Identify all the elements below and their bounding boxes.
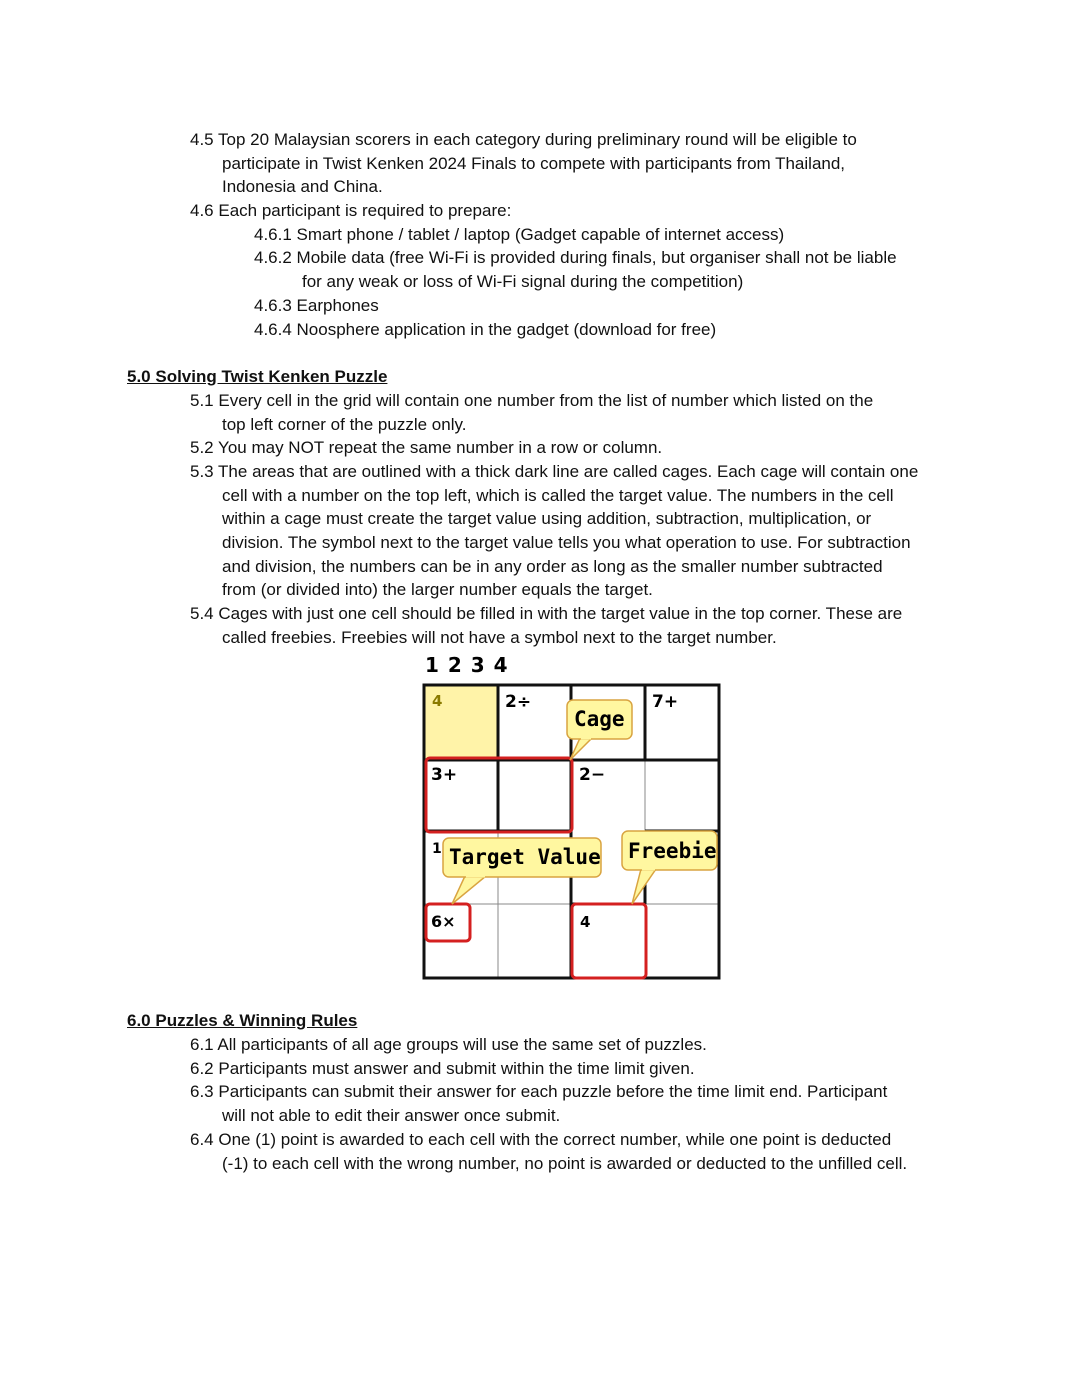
rule-5-3-line-3: within a cage must create the target value using addition, subtraction, multiplication, or: [222, 509, 872, 528]
clue-3-plus: 3+: [431, 765, 458, 785]
freebie-callout: [622, 831, 717, 904]
section-6-heading: 6.0 Puzzles & Winning Rules: [127, 1011, 358, 1030]
rule-4-5-line-1: 4.5 Top 20 Malaysian scorers in each category during preliminary round will be eligible to: [190, 130, 857, 149]
clue-1: 1: [432, 841, 442, 857]
target-value-callout: [443, 838, 601, 904]
rule-4-6: 4.6 Each participant is required to prepare:: [190, 201, 512, 220]
target-value-callout-label: Target Value: [449, 845, 601, 869]
rule-6-1: 6.1 All participants of all age groups will use the same set of puzzles.: [190, 1035, 707, 1054]
section-5-heading: 5.0 Solving Twist Kenken Puzzle: [127, 367, 388, 386]
rule-5-3-line-6: from (or divided into) the larger number equals the target.: [222, 580, 653, 599]
rule-5-1-line-1: 5.1 Every cell in the grid will contain one number from the list of number which listed on the: [190, 391, 874, 410]
rule-5-2: 5.2 You may NOT repeat the same number in a row or column.: [190, 438, 663, 457]
clue-7-plus: 7+: [652, 692, 679, 712]
number-list-label: 1 2 3 4: [425, 653, 509, 677]
rule-4-5-line-3: Indonesia and China.: [222, 177, 383, 196]
clue-freebie-4-bottom: 4: [580, 913, 591, 931]
rule-4-5-line-2: participate in Twist Kenken 2024 Finals to compete with participants from Thailand,: [222, 154, 846, 173]
rule-4-6-3: 4.6.3 Earphones: [254, 296, 379, 315]
clue-2-divide: 2÷: [505, 692, 532, 712]
rule-5-4-line-2: called freebies. Freebies will not have a symbol next to the target number.: [222, 628, 777, 647]
rule-5-3-line-4: division. The symbol next to the target value tells you what operation to use. For subtraction: [222, 533, 911, 552]
rule-4-6-2-line-2: for any weak or loss of Wi-Fi signal during the competition): [302, 272, 744, 291]
rule-5-3-line-2: cell with a number on the top left, which is called the target value. The numbers in the cell: [222, 486, 894, 505]
cage-callout: [567, 700, 632, 760]
kenken-example-figure: [418, 650, 728, 985]
rule-5-1-line-2: top left corner of the puzzle only.: [222, 415, 467, 434]
rule-4-6-1: 4.6.1 Smart phone / tablet / laptop (Gadget capable of internet access): [254, 225, 785, 244]
clue-2-minus: 2−: [579, 765, 606, 785]
rule-5-4-line-1: 5.4 Cages with just one cell should be filled in with the target value in the top corner. These are: [190, 604, 903, 623]
rule-6-4-line-2: (-1) to each cell with the wrong number, no point is awarded or deducted to the unfilled cell.: [222, 1154, 908, 1173]
rule-6-2: 6.2 Participants must answer and submit within the time limit given.: [190, 1059, 695, 1078]
rule-6-3-line-2: will not able to edit their answer once submit.: [222, 1106, 561, 1125]
cage-callout-label: Cage: [574, 707, 625, 731]
rule-4-6-4: 4.6.4 Noosphere application in the gadget (download for free): [254, 320, 717, 339]
rule-4-6-2-line-1: 4.6.2 Mobile data (free Wi-Fi is provided during finals, but organiser shall not be liable: [254, 248, 897, 267]
rule-5-3-line-5: and division, the numbers can be in any order as long as the smaller number subtracted: [222, 557, 883, 576]
freebie-callout-label: Freebie: [628, 839, 717, 863]
rule-6-4-line-1: 6.4 One (1) point is awarded to each cell with the correct number, while one point is deducted: [190, 1130, 892, 1149]
rule-5-3-line-1: 5.3 The areas that are outlined with a thick dark line are called cages. Each cage will contain one: [190, 462, 919, 481]
clue-6-times: 6×: [431, 912, 456, 931]
clue-freebie-4: 4: [432, 692, 443, 710]
rule-6-3-line-1: 6.3 Participants can submit their answer for each puzzle before the time limit end. Participant: [190, 1082, 888, 1101]
